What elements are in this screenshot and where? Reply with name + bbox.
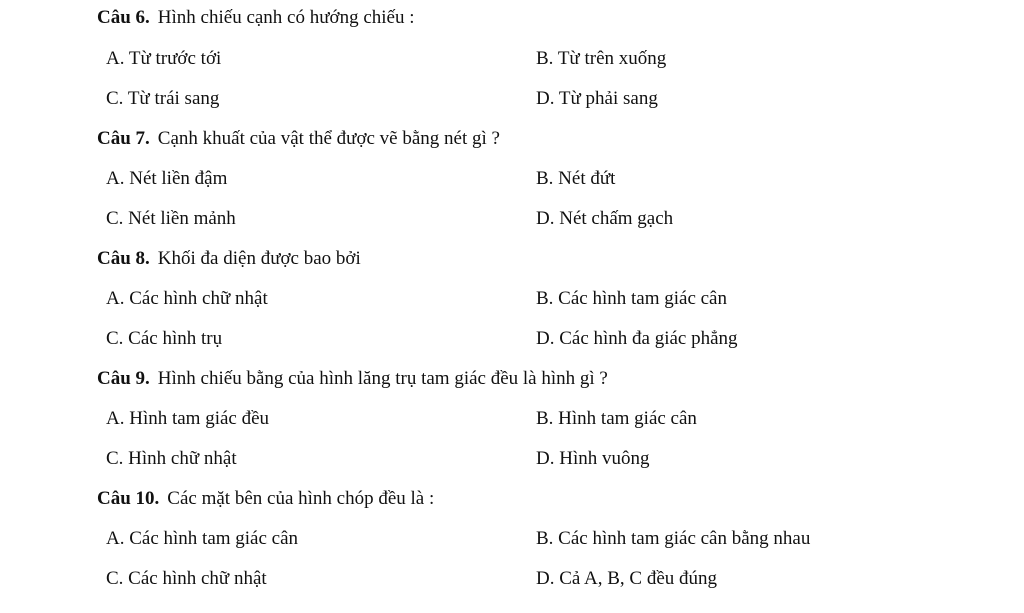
question-text: Hình chiếu bằng của hình lăng trụ tam giác đều là hình gì ? <box>157 368 608 389</box>
question-text: Cạnh khuất của vật thể được vẽ bằng nét gì ? <box>157 128 500 149</box>
question-9 <box>97 367 608 391</box>
option-a: A. Các hình tam giác cân <box>106 528 299 549</box>
option-d: D. Cả A, B, C đều đúng <box>536 568 718 589</box>
option-c: C. Hình chữ nhật <box>106 448 237 469</box>
question-number: Câu 10. <box>97 488 160 509</box>
question-7 <box>97 127 500 151</box>
question-8 <box>97 247 361 271</box>
question-number: Câu 8. <box>97 248 150 269</box>
option-c: C. Các hình trụ <box>106 328 223 349</box>
option-a: A. Các hình chữ nhật <box>106 288 268 309</box>
question-number: Câu 7. <box>97 128 150 149</box>
option-d: D. Hình vuông <box>536 448 650 469</box>
option-d: D. Từ phải sang <box>536 88 658 109</box>
option-b: B. Các hình tam giác cân <box>536 288 727 309</box>
option-b: B. Nét đứt <box>536 168 616 189</box>
question-text: Khối đa diện được bao bởi <box>157 248 361 269</box>
option-c: C. Từ trái sang <box>106 88 220 109</box>
question-6 <box>97 6 415 30</box>
question-10 <box>97 487 434 511</box>
option-a: A. Nét liền đậm <box>106 168 228 189</box>
question-number: Câu 9. <box>97 368 150 389</box>
option-c: C. Các hình chữ nhật <box>106 568 267 589</box>
option-b: B. Từ trên xuống <box>536 48 667 69</box>
question-text: Các mặt bên của hình chóp đều là : <box>167 488 435 509</box>
question-text: Hình chiếu cạnh có hướng chiếu : <box>157 7 415 28</box>
option-b: B. Các hình tam giác cân bằng nhau <box>536 528 811 549</box>
question-number: Câu 6. <box>97 7 150 28</box>
option-b: B. Hình tam giác cân <box>536 408 697 429</box>
option-a: A. Hình tam giác đều <box>106 408 270 429</box>
option-c: C. Nét liền mảnh <box>106 208 236 229</box>
option-d: D. Nét chấm gạch <box>536 208 674 229</box>
option-a: A. Từ trước tới <box>106 48 222 69</box>
option-d: D. Các hình đa giác phẳng <box>536 328 738 349</box>
